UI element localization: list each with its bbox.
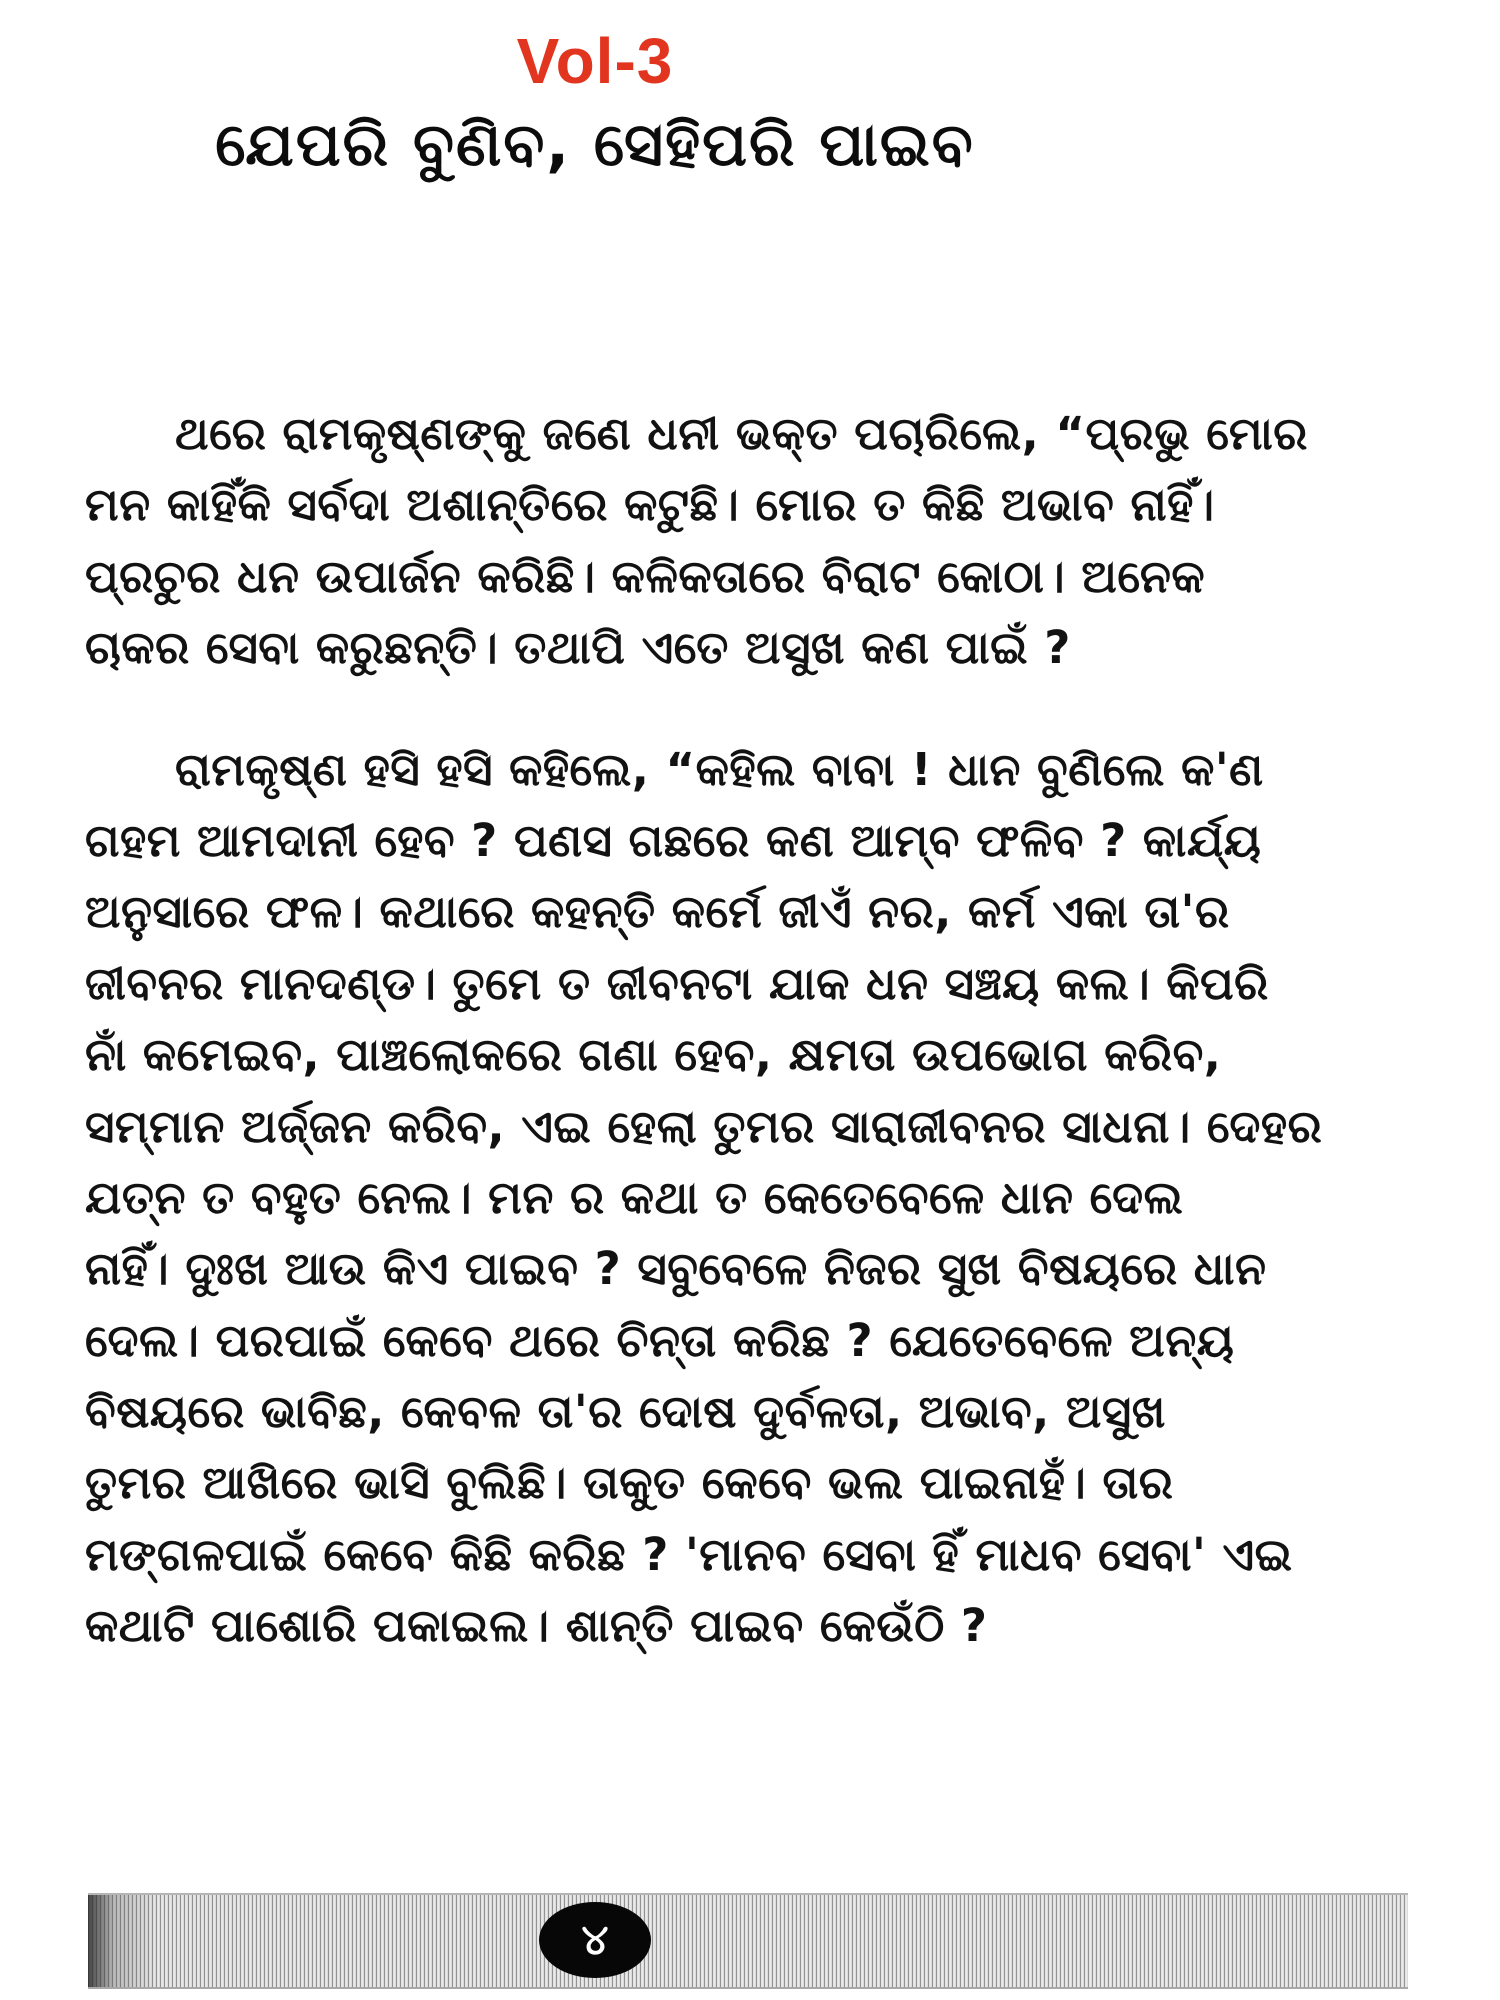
- text-line: କଥାଟି ପାଶୋରି ପକାଇଲ। ଶାନ୍ତି ପାଇବ କେଉଁଠି ?: [85, 1599, 988, 1653]
- text-line: ଦେଲ। ପରପାଇଁ କେବେ ଥରେ ଚିନ୍ତା କରିଛ ? ଯେତେବେଳେ ଅନ୍ୟ: [85, 1313, 1235, 1367]
- page-header: [0, 0, 1190, 180]
- paragraphs: [85, 398, 1323, 1662]
- text-line: ଗହମ ଆମଦାନୀ ହେବ ? ପଣସ ଗଛରେ କଣ ଆମ୍ବ ଫଳିବ ? କାର୍ଯ୍ୟ: [85, 813, 1262, 867]
- text-line: ମଙ୍ଗଳପାଇଁ କେବେ କିଛି କରିଛ ? 'ମାନବ ସେବା ହିଁ ମାଧବ ସେବା' ଏଇ: [85, 1527, 1293, 1581]
- paragraph: [85, 398, 1308, 684]
- text-line: ନାହିଁ। ଦୁଃଖ ଆଉ କିଏ ପାଇବ ? ସବୁବେଳେ ନିଜର ସୁଖ ବିଷୟରେ ଧାନ: [85, 1242, 1267, 1296]
- text-line: ତୁମର ଆଖିରେ ଭାସି ବୁଲିଛି। ତାକୁତ କେବେ ଭଲ ପାଇନାହଁ। ତାର: [85, 1456, 1174, 1510]
- text-line: ବିଷୟରେ ଭାବିଛ, କେବଳ ତା'ର ଦୋଷ ଦୁର୍ବଳତା, ଅଭାବ, ଅସୁଖ: [85, 1385, 1166, 1439]
- page-title: ଯେପରି ବୁଣିବ, ସେହିପରି ପାଇବ: [215, 110, 975, 181]
- text-line: ପ୍ରଚୁର ଧନ ଉପାର୍ଜନ କରିଛି। କଳିକତାରେ ବିରାଟ କୋଠା। ଅନେକ: [85, 549, 1206, 603]
- footer-band: [88, 1893, 1408, 1989]
- text-line: ଯତ୍ନ ତ ବହୁତ ନେଲ। ମନ ର କଥା ତ କେତେବେଳେ ଧାନ ଦେଲ: [85, 1170, 1184, 1224]
- paragraph: [85, 734, 1323, 1662]
- page-number-oval: [539, 1902, 651, 1978]
- volume-label: Vol-3: [516, 25, 674, 97]
- text-line: ସମ୍ମାନ ଅର୍ଜ୍ଜନ କରିବ, ଏଇ ହେଲା ତୁମର ସାରାଜୀବନର ସାଧନା। ଦେହର: [85, 1099, 1323, 1153]
- text-line: ମନ କାହିଁକି ସର୍ବଦା ଅଶାନ୍ତିରେ କଟୁଛି। ମୋର ତ କିଛି ଅଭାବ ନାହିଁ।: [85, 478, 1215, 532]
- text-line: ରାମକୃଷ୍ଣ ହସି ହସି କହିଲେ, “କହିଲ ବାବା ! ଧାନ ବୁଣିଲେ କ'ଣ: [175, 742, 1264, 796]
- text-line: ଅନୁସାରେ ଫଳ। କଥାରେ କହନ୍ତି କର୍ମେ ଜୀଏଁ ନର, କର୍ମ ଏକା ତା'ର: [85, 885, 1230, 939]
- text-line: ଚାକର ସେବା କରୁଛନ୍ତି। ତଥାପି ଏତେ ଅସୁଖ କଣ ପାଇଁ ?: [85, 621, 1071, 675]
- text-line: ଥରେ ରାମକୃଷ୍ଣଙ୍କୁ ଜଣେ ଧନୀ ଭକ୍ତ ପଚାରିଲେ, “ପ୍ରଭୁ ମୋର: [175, 407, 1308, 460]
- text-line: ଜୀବନର ମାନଦଣ୍ଡ। ତୁମେ ତ ଜୀବନଟା ଯାକ ଧନ ସଞ୍ଚୟ କଲ। କିପରି: [85, 956, 1269, 1010]
- page-number: ୪: [581, 1915, 609, 1964]
- text-line: ନାଁ କମେଇବ, ପାଞ୍ଚଲୋକରେ ଗଣା ହେବ, କ୍ଷମତା ଉପଭୋଗ କରିବ,: [85, 1028, 1222, 1082]
